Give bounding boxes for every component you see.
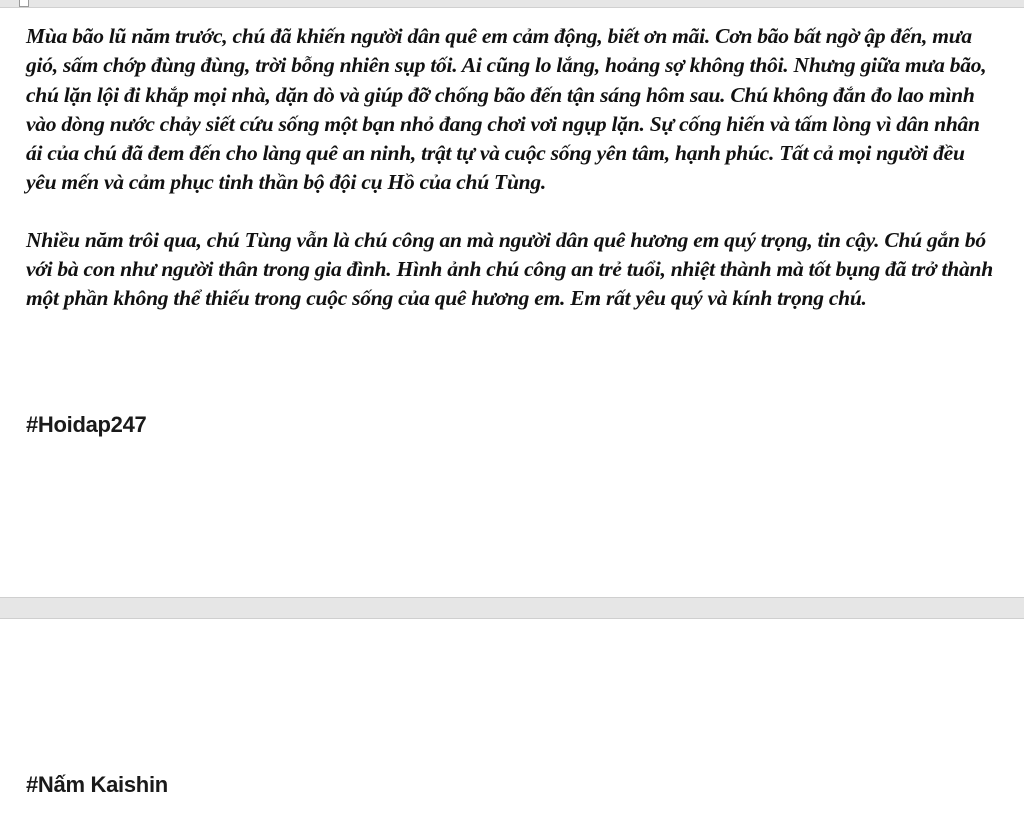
document-body: [26, 22, 996, 314]
text-boundary-corner-marker: [19, 0, 29, 7]
page-separator: [0, 597, 1024, 619]
paragraph-2: Nhiều năm trôi qua, chú Tùng vẫn là chú công an mà người dân quê hương em quý trọng, tin cậy. Chú gắn bó với bà con như người thân trong gia đình. Hình ảnh chú công an trẻ tuổi, nhiệt thành mà tốt bụng đã trở thành một phần không thể thiếu trong cuộc sống của quê hương em. Em rất yêu quý và kính trọng chú.: [26, 227, 993, 311]
hashtag-author: #Nấm Kaishin: [26, 772, 168, 797]
top-page-edge: [0, 0, 1024, 8]
document-page-2: [0, 619, 1024, 824]
document-page-1: [0, 8, 1024, 597]
hashtag-hoidap247: #Hoidap247: [26, 412, 147, 437]
paragraph-1: Mùa bão lũ năm trước, chú đã khiến người dân quê em cảm động, biết ơn mãi. Cơn bão bất ngờ ập đến, mưa gió, sấm chớp đùng đùng, trời bỗng nhiên sụp tối. Ai cũng lo lắng, hoảng sợ không thôi. Nhưng giữa mưa bão, chú lặn lội đi khắp mọi nhà, dặn dò và giúp đỡ chống bão đến tận sáng hôm sau. Chú không đắn đo lao mình vào dòng nước chảy siết cứu sống một bạn nhỏ đang chơi vơi ngụp lặn. Sự cống hiến và tấm lòng vì dân nhân ái của chú đã đem đến cho làng quê an ninh, trật tự và cuộc sống yên tâm, hạnh phúc. Tất cả mọi người đều yêu mến và cảm phục tinh thần bộ đội cụ Hồ của chú Tùng.: [26, 24, 987, 195]
